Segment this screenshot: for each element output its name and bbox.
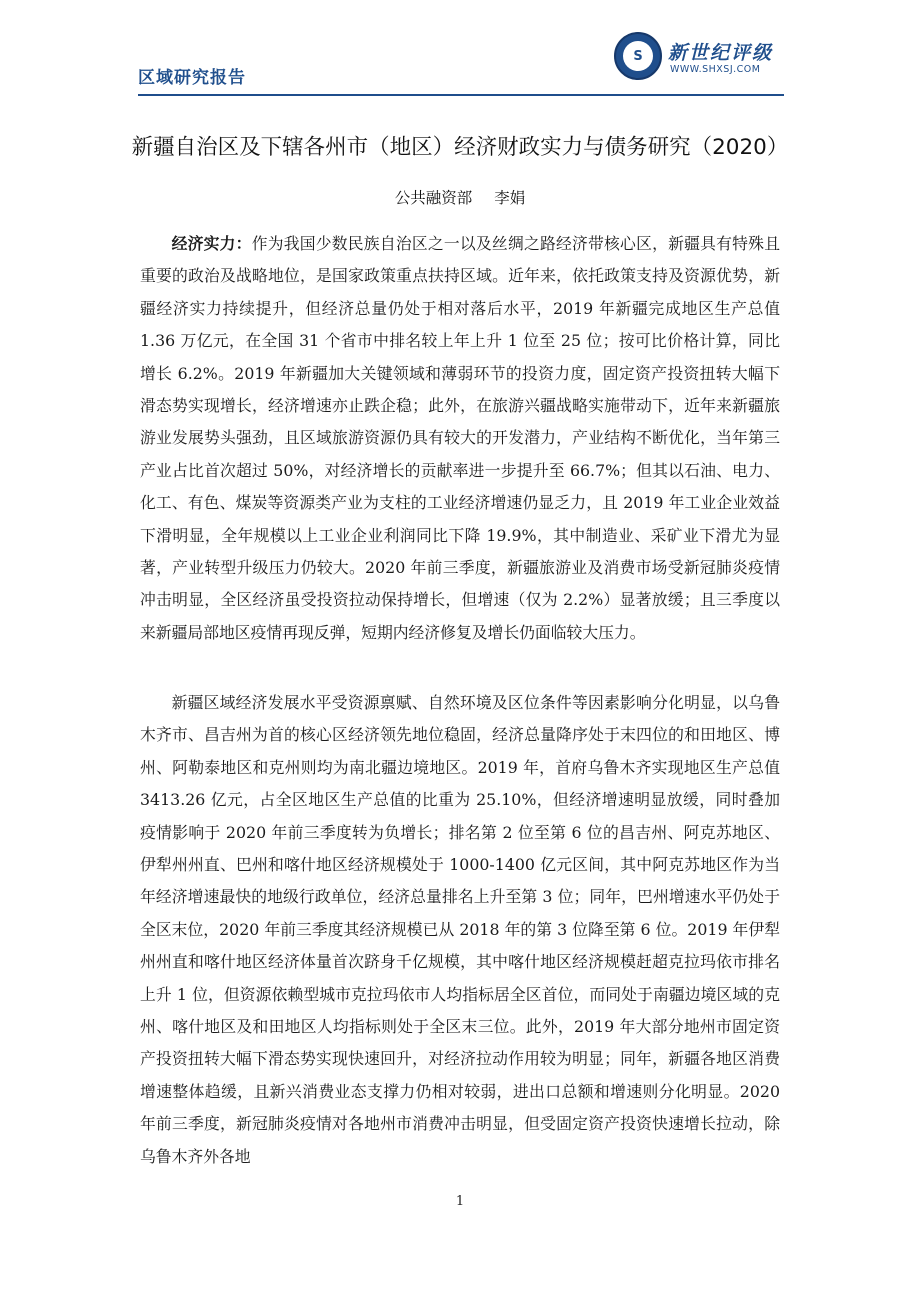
paragraph-regional-differences — [140, 687, 780, 1173]
author-department: 公共融资部 — [394, 189, 473, 207]
paragraph-economic-strength — [140, 228, 780, 649]
paragraph-text: 作为我国少数民族自治区之一以及丝绸之路经济带核心区，新疆具有特殊且重要的政治及战略地位，是国家政策重点扶持区域。近年来，依托政策支持及资源优势，新疆经济实力持续提升，但经济总量仍处于相对落后水平，2019 年新疆完成地区生产总值 1.36 万亿元，在全国 31 个省市中排名较上年上升 1 位至 25 位；按可比价格计算，同比增长 6.2%。2019 年新疆加大关键领域和薄弱环节的投资力度，固定资产投资扭转大幅下滑态势实现增长，经济增速亦止跌企稳；此外，在旅游兴疆战略实施带动下，近年来新疆旅游业发展势头强劲，且区域旅游资源仍具有较大的开发潜力，产业结构不断优化，当年第三产业占比首次超过 50%，对经济增长的贡献率进一步提升至 66.7%；但其以石油、电力、化工、有色、煤炭等资源类产业为支柱的工业经济增速仍显乏力，且 2019 年工业企业效益下滑明显，全年规模以上工业企业利润同比下降 19.9%，其中制造业、采矿业下滑尤为显著，产业转型升级压力仍较大。2020 年前三季度，新疆旅游业及消费市场受新冠肺炎疫情冲击明显，全区经济虽受投资拉动保持增长，但增速（仅为 2.2%）显著放缓；且三季度以来新疆局部地区疫情再现反弹，短期内经济修复及增长仍面临较大压力。 — [140, 234, 780, 642]
seal-icon — [614, 32, 662, 80]
paragraph-text: 新疆区域经济发展水平受资源禀赋、自然环境及区位条件等因素影响分化明显，以乌鲁木齐市、昌吉州为首的核心区经济领先地位稳固，经济总量降序处于末四位的和田地区、博州、阿勒泰地区和克州则均为南北疆边境地区。2019 年，首府乌鲁木齐实现地区生产总值 3413.26 亿元，占全区地区生产总值的比重为 25.10%，但经济增速明显放缓，同时叠加疫情影响于 2020 年前三季度转为负增长；排名第 2 位至第 6 位的昌吉州、阿克苏地区、伊犁州州直、巴州和喀什地区经济规模处于 1000-1400 亿元区间，其中阿克苏地区作为当年经济增速最快的地级行政单位，经济总量排名上升至第 3 位；同年，巴州增速水平仍处于全区末位，2020 年前三季度其经济规模已从 2018 年的第 3 位降至第 6 位。2019 年伊犁州州直和喀什地区经济体量首次跻身千亿规模，其中喀什地区经济规模赶超克拉玛依市排名上升 1 位，但资源依赖型城市克拉玛依市人均指标居全区首位，而同处于南疆边境区域的克州、喀什地区及和田地区人均指标则处于全区末三位。此外，2019 年大部分地州市固定资产投资扭转大幅下滑态势实现快速回升，对经济拉动作用较为明显；同年，新疆各地区消费增速整体趋缓，且新兴消费业态支撑力仍相对较弱，进出口总额和增速则分化明显。2020 年前三季度，新冠肺炎疫情对各地州市消费冲击明显，但受固定资产投资快速增长拉动，除乌鲁木齐外各地 — [140, 693, 780, 1166]
seal-mark: S — [623, 41, 653, 71]
brand-name: 新世纪评级 — [668, 42, 774, 64]
brand-url: WWW.SHXSJ.COM — [670, 64, 761, 75]
document-title: 新疆自治区及下辖各州市（地区）经济财政实力与债务研究（2020） — [131, 135, 789, 160]
author-name: 李娟 — [494, 189, 526, 207]
report-type-label: 区域研究报告 — [138, 68, 246, 88]
paragraph — [140, 687, 780, 1173]
paragraph — [140, 228, 780, 649]
author-line — [100, 186, 820, 208]
page-header — [138, 28, 784, 96]
page-number: 1 — [455, 1194, 465, 1209]
paragraph-lead: 经济实力： — [171, 234, 252, 253]
company-logo — [614, 32, 784, 86]
